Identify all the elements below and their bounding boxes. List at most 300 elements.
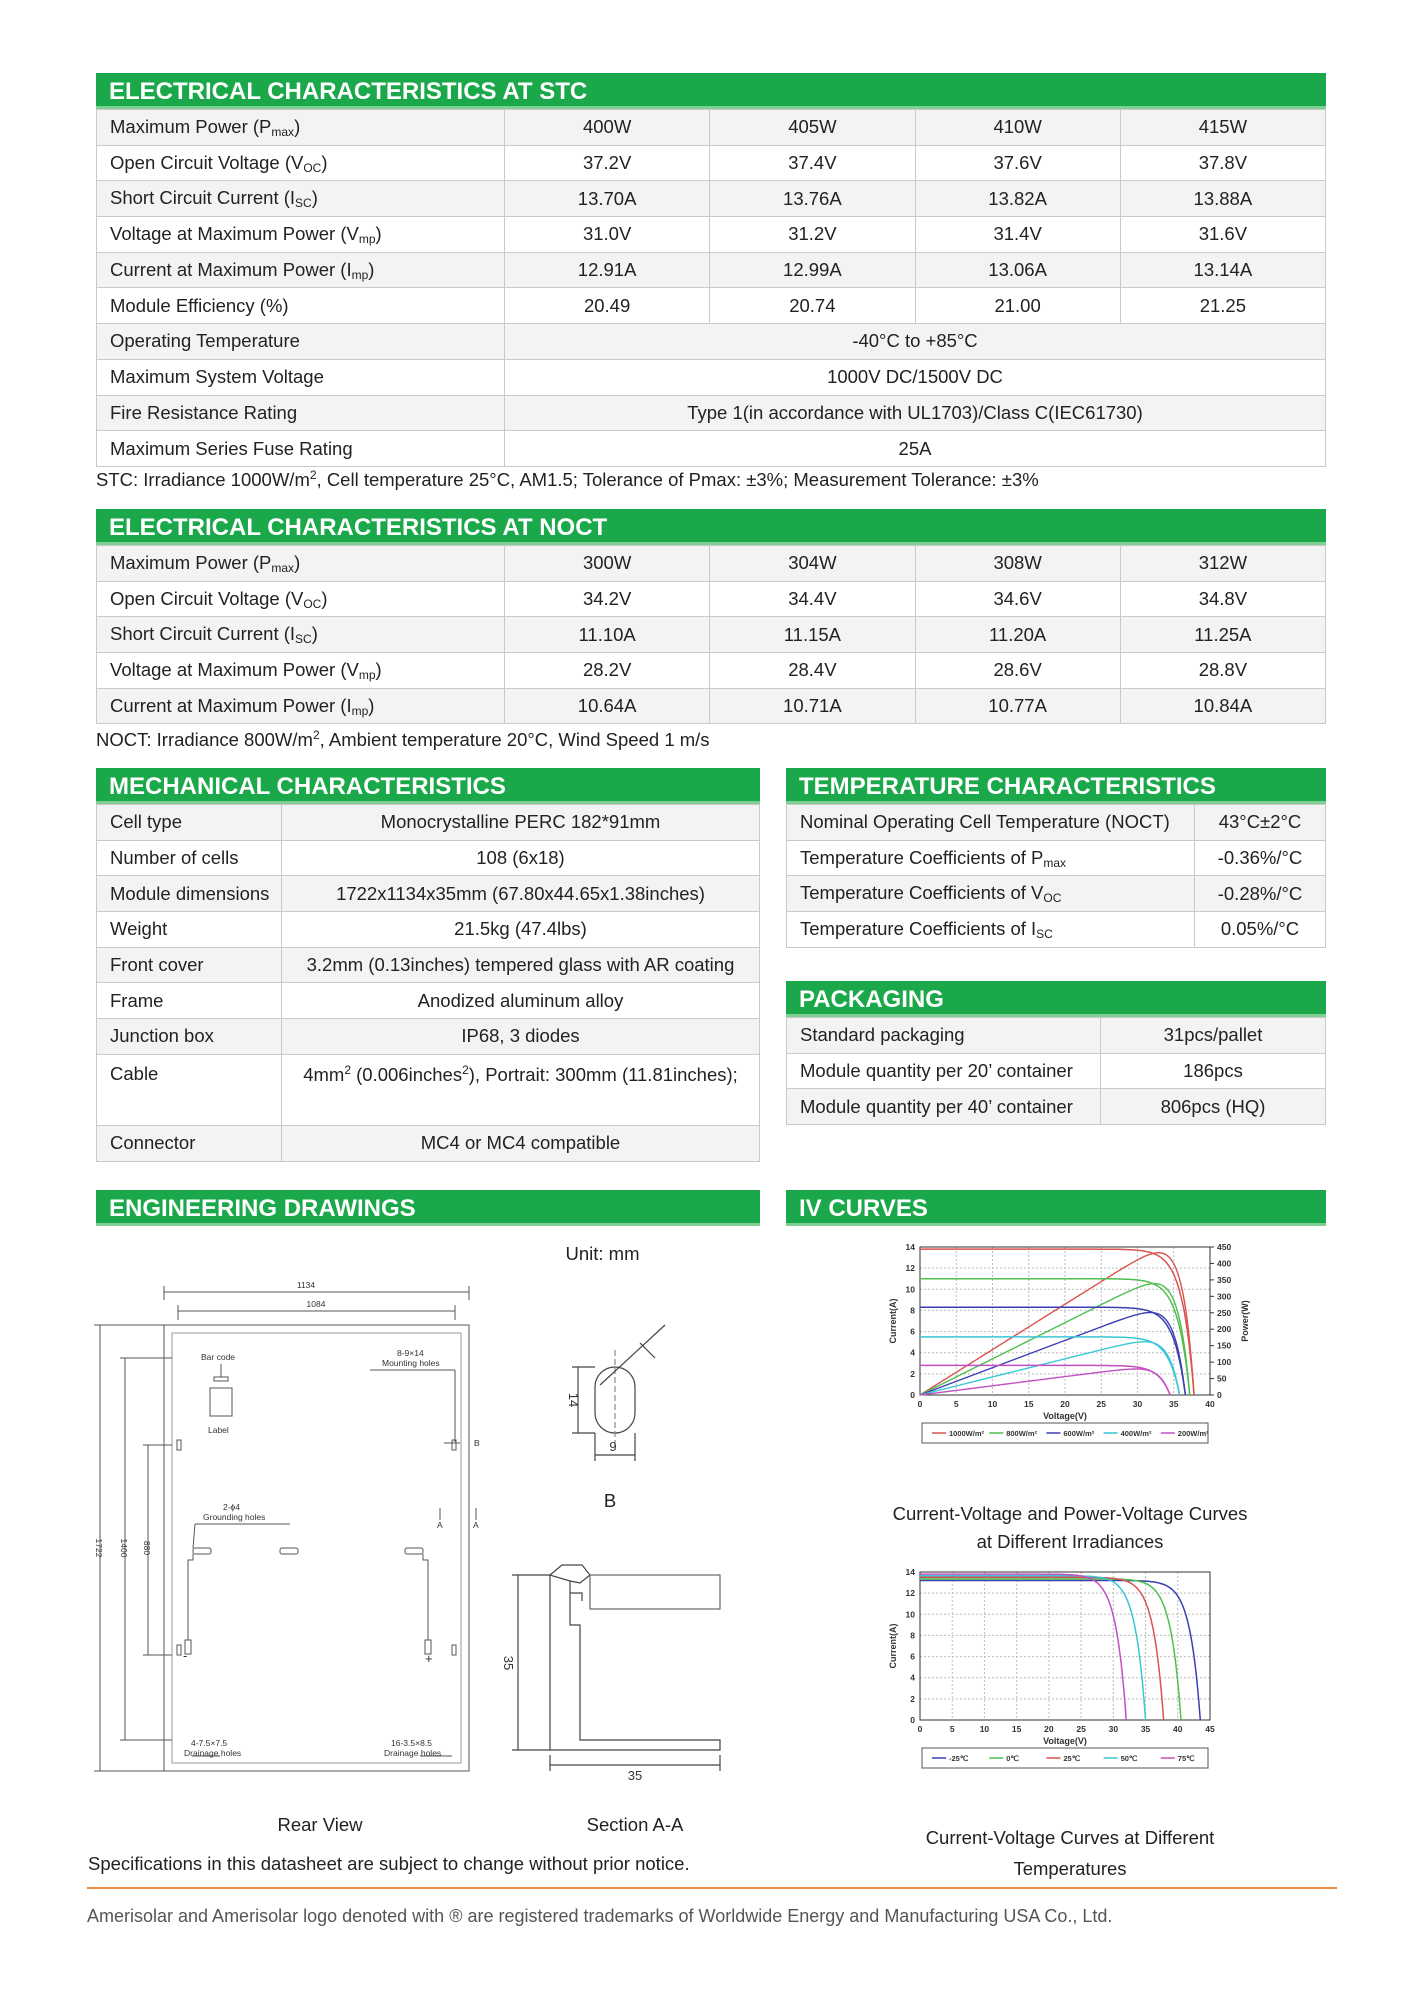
- row-label: Standard packaging: [787, 1018, 1101, 1054]
- x-tick-label: 40: [1205, 1399, 1215, 1409]
- chart2-caption-a: Current-Voltage Curves at Different: [925, 1827, 1215, 1848]
- y2-tick-label: 250: [1217, 1307, 1232, 1318]
- noct-value: 11.15A: [710, 617, 915, 653]
- stc-value: 400W: [505, 110, 710, 146]
- cable-label: Cable: [97, 1054, 282, 1125]
- row-label: [97, 688, 505, 724]
- cable-a: 4mm: [303, 1063, 345, 1085]
- row-label: [97, 546, 505, 582]
- label-sub: OC: [1043, 891, 1062, 906]
- x-tick-label: 25: [1076, 1724, 1086, 1734]
- stc-span-value: Type 1(in accordance with UL1703)/Class C(IEC61730): [505, 395, 1326, 431]
- row-label: [97, 181, 505, 217]
- noct-value: 28.2V: [505, 653, 710, 689]
- drain2-text: 16-3.5×8.5: [391, 1738, 432, 1748]
- stc-value: 37.2V: [505, 145, 710, 181]
- stc-span-row: [97, 359, 1326, 395]
- x-tick-label: 35: [1169, 1399, 1179, 1409]
- stc-header: ELECTRICAL CHARACTERISTICS AT STC: [96, 73, 1326, 109]
- label-end: ): [321, 151, 328, 173]
- y2-tick-label: 0: [1217, 1390, 1222, 1400]
- stc-span-row: [97, 324, 1326, 360]
- label-sub: max: [1043, 855, 1067, 870]
- cable-sup1: 2: [344, 1062, 351, 1077]
- stc-value: 13.88A: [1120, 181, 1325, 217]
- noct-table: [96, 545, 1326, 724]
- y2-tick-label: 400: [1217, 1258, 1232, 1269]
- cable-c: ), Portrait: 300mm (11.81inches);: [468, 1063, 738, 1085]
- mech-value: 3.2mm (0.13inches) tempered glass with AR coating: [282, 947, 760, 983]
- stc-value: 37.8V: [1120, 145, 1325, 181]
- disclaimer: Specifications in this datasheet are subject to change without prior notice.: [88, 1853, 690, 1874]
- row-label: Maximum System Voltage: [97, 359, 505, 395]
- y2-tick-label: 350: [1217, 1274, 1232, 1285]
- row-label: Module quantity per 20’ container: [787, 1053, 1101, 1089]
- stc-row: [97, 288, 1326, 324]
- mech-value: 108 (6x18): [282, 840, 760, 876]
- a-marker-left: A: [437, 1520, 443, 1530]
- legend-label: 1000W/m²: [949, 1429, 985, 1438]
- cable-value: [282, 1054, 760, 1125]
- x-axis-label: Voltage(V): [1043, 1736, 1087, 1746]
- noct-value: 11.10A: [505, 617, 710, 653]
- rear-view-caption: Rear View: [277, 1814, 363, 1835]
- noct-row: [97, 546, 1326, 582]
- noct-value: 34.8V: [1120, 581, 1325, 617]
- rear-view-drawing: [80, 1270, 500, 1790]
- row-label: Module dimensions: [97, 876, 282, 912]
- mech-row: [97, 876, 760, 912]
- frame-profile: [550, 1575, 720, 1750]
- temp-section: [786, 768, 1326, 948]
- x-tick-label: 15: [1011, 1724, 1022, 1734]
- noct-note-sup: 2: [312, 728, 320, 742]
- mech-row: [97, 947, 760, 983]
- stc-section: [96, 73, 1326, 467]
- stc-note-sup: 2: [309, 468, 317, 482]
- stc-value: 13.76A: [710, 181, 915, 217]
- a-marker-right: A: [473, 1520, 479, 1530]
- x-tick-label: 20: [1044, 1724, 1054, 1734]
- detail-b-drawing: [550, 1315, 670, 1475]
- stc-span-row: [97, 431, 1326, 467]
- ground-text: 2-ɸ4: [223, 1502, 240, 1512]
- label-end: ): [375, 658, 382, 680]
- row-label: [97, 288, 505, 324]
- x-tick-label: 20: [1060, 1399, 1070, 1409]
- label-end: ): [294, 551, 301, 573]
- mech-table: [96, 804, 760, 1162]
- label-text: Voltage at Maximum Power (V: [110, 222, 359, 244]
- noct-value: 28.6V: [915, 653, 1120, 689]
- row-label: Front cover: [97, 947, 282, 983]
- noct-row: [97, 617, 1326, 653]
- noct-value: 300W: [505, 546, 710, 582]
- chart1-caption-b: at Different Irradiances: [976, 1531, 1164, 1552]
- pack-section: [786, 981, 1326, 1125]
- y-tick-label: 2: [910, 1368, 915, 1379]
- noct-value: 34.6V: [915, 581, 1120, 617]
- row-label: Fire Resistance Rating: [97, 395, 505, 431]
- chart2-caption-b: Temperatures: [1013, 1858, 1127, 1879]
- row-label: [97, 217, 505, 253]
- mech-row: [97, 1019, 760, 1055]
- y-tick-label: 6: [910, 1326, 915, 1337]
- x-tick-label: 0: [917, 1724, 923, 1734]
- connector-value: MC4 or MC4 compatible: [282, 1125, 760, 1161]
- label-sub: mp: [351, 703, 369, 718]
- legend-label: 0℃: [1006, 1754, 1019, 1763]
- footer-text: Amerisolar and Amerisolar logo denoted with ® are registered trademarks of Worldwide Energy and Manufacturing USA Co., Ltd.: [87, 1906, 1113, 1926]
- cable-sup2: 2: [462, 1062, 469, 1077]
- y-tick-label: 8: [910, 1305, 915, 1316]
- legend-label: 25℃: [1063, 1754, 1081, 1763]
- dim-1134: 1134: [296, 1280, 316, 1290]
- noct-value: 10.77A: [915, 688, 1120, 724]
- chart1-caption-a: Current-Voltage and Power-Voltage Curves: [892, 1503, 1248, 1524]
- y-tick-label: 6: [910, 1651, 915, 1662]
- y-axis-label: Current(A): [888, 1298, 898, 1344]
- noct-value: 10.64A: [505, 688, 710, 724]
- label-end: ): [311, 187, 318, 209]
- row-label: Frame: [97, 983, 282, 1019]
- mech-value: IP68, 3 diodes: [282, 1019, 760, 1055]
- mech-value: 21.5kg (47.4lbs): [282, 912, 760, 948]
- stc-span-value: -40°C to +85°C: [505, 324, 1326, 360]
- noct-header: ELECTRICAL CHARACTERISTICS AT NOCT: [96, 509, 1326, 545]
- y-tick-label: 8: [910, 1630, 915, 1641]
- stc-note: [96, 468, 1039, 491]
- y2-tick-label: 100: [1217, 1357, 1232, 1368]
- temp-value: 0.05%/°C: [1195, 912, 1326, 948]
- unit-label: Unit: mm: [565, 1243, 640, 1264]
- legend-label: 400W/m²: [1120, 1429, 1152, 1438]
- dim-35-height: 35: [501, 1655, 516, 1671]
- section-caption: Section A-A: [586, 1814, 684, 1835]
- iv-chart-irradiance: [870, 1235, 1270, 1495]
- stc-value: 31.2V: [710, 217, 915, 253]
- dim-1400: 1400: [119, 1538, 129, 1558]
- x-tick-label: 0: [917, 1399, 923, 1409]
- stc-value: 21.00: [915, 288, 1120, 324]
- pack-value: 186pcs: [1101, 1053, 1326, 1089]
- y2-tick-label: 50: [1217, 1373, 1227, 1384]
- temp-value: -0.36%/°C: [1195, 840, 1326, 876]
- row-label: [787, 876, 1195, 912]
- stc-value: 31.0V: [505, 217, 710, 253]
- stc-row: [97, 217, 1326, 253]
- x-tick-label: 30: [1132, 1399, 1143, 1409]
- drain2b-text: Drainage holes: [384, 1748, 442, 1758]
- y-tick-label: 10: [905, 1609, 915, 1620]
- y-tick-label: 0: [910, 1390, 915, 1400]
- plot-frame: [920, 1572, 1210, 1720]
- stc-value: 12.99A: [710, 252, 915, 288]
- y-axis-label: Current(A): [888, 1623, 898, 1669]
- row-label: [97, 617, 505, 653]
- stc-row: [97, 110, 1326, 146]
- stc-value: 37.6V: [915, 145, 1120, 181]
- row-label: [787, 805, 1195, 841]
- label-text: Maximum Power (P: [110, 115, 272, 137]
- temp-table: [786, 804, 1326, 948]
- mount-text2: Mounting holes: [382, 1358, 440, 1368]
- chart2-caption: [850, 1822, 1290, 1884]
- y-tick-label: 12: [905, 1588, 915, 1599]
- stc-value: 13.14A: [1120, 252, 1325, 288]
- label-sub: mp: [358, 667, 376, 682]
- eng-header: ENGINEERING DRAWINGS: [96, 1190, 760, 1226]
- y-tick-label: 0: [910, 1715, 915, 1725]
- pack-value: 31pcs/pallet: [1101, 1018, 1326, 1054]
- stc-note-b: , Cell temperature 25°C, AM1.5; Tolerance of Pmax: ±3%; Measurement Tolerance: ±3%: [316, 469, 1039, 490]
- stc-note-a: STC: Irradiance 1000W/m: [96, 469, 310, 490]
- row-label: Maximum Series Fuse Rating: [97, 431, 505, 467]
- x-tick-label: 5: [949, 1724, 955, 1734]
- temp-value: -0.28%/°C: [1195, 876, 1326, 912]
- label-text: Current at Maximum Power (I: [110, 258, 352, 280]
- mech-row: [97, 840, 760, 876]
- stc-value: 37.4V: [710, 145, 915, 181]
- label-text: Nominal Operating Cell Temperature (NOCT): [800, 811, 1170, 833]
- label-text: Temperature Coefficients of I: [800, 917, 1037, 939]
- pack-value: 806pcs (HQ): [1101, 1089, 1326, 1125]
- row-label: Weight: [97, 912, 282, 948]
- noct-value: 28.8V: [1120, 653, 1325, 689]
- mech-value: Monocrystalline PERC 182*91mm: [282, 805, 760, 841]
- dim-1084: 1084: [306, 1299, 326, 1309]
- power-curve: [920, 1369, 1170, 1395]
- power-curve: [920, 1313, 1185, 1396]
- mech-row: [97, 805, 760, 841]
- label-text: Maximum Power (P: [110, 551, 272, 573]
- footer-rule: [87, 1887, 1337, 1889]
- y-tick-label: 4: [910, 1672, 915, 1683]
- y2-axis-label: Power(W): [1240, 1300, 1250, 1342]
- b-marker: B: [474, 1438, 480, 1448]
- temp-row: [787, 912, 1326, 948]
- noct-value: 11.20A: [915, 617, 1120, 653]
- label-sub: mp: [358, 231, 376, 246]
- x-tick-label: 10: [979, 1724, 990, 1734]
- temp-header: TEMPERATURE CHARACTERISTICS: [786, 768, 1326, 804]
- row-label: [97, 252, 505, 288]
- stc-value: 415W: [1120, 110, 1325, 146]
- row-label: [787, 912, 1195, 948]
- connector-label: Connector: [97, 1125, 282, 1161]
- row-label: [97, 653, 505, 689]
- iv-section: [786, 1190, 1326, 1226]
- label-sub: OC: [303, 160, 322, 175]
- dim-9: 9: [609, 1439, 617, 1454]
- label-sub: SC: [295, 632, 312, 647]
- stc-value: 13.70A: [505, 181, 710, 217]
- stc-table: [96, 109, 1326, 467]
- label-sub: mp: [351, 267, 369, 282]
- y2-tick-label: 300: [1217, 1291, 1232, 1302]
- x-tick-label: 10: [987, 1399, 998, 1409]
- stc-row: [97, 145, 1326, 181]
- noct-row: [97, 688, 1326, 724]
- stc-value: 13.82A: [915, 181, 1120, 217]
- stc-value: 31.4V: [915, 217, 1120, 253]
- mount-text: 8-9×14: [397, 1348, 424, 1358]
- section-aa-drawing: [490, 1545, 740, 1785]
- svg-text:-: -: [183, 1648, 188, 1663]
- row-label: [787, 840, 1195, 876]
- label-end: ): [311, 623, 318, 645]
- mech-header: MECHANICAL CHARACTERISTICS: [96, 768, 760, 804]
- barcode-text: Bar code: [201, 1352, 236, 1362]
- stc-row: [97, 181, 1326, 217]
- noct-value: 11.25A: [1120, 617, 1325, 653]
- noct-row: [97, 581, 1326, 617]
- mech-value: Anodized aluminum alloy: [282, 983, 760, 1019]
- stc-row: [97, 252, 1326, 288]
- ground-text2: Grounding holes: [203, 1512, 266, 1522]
- noct-section: [96, 509, 1326, 724]
- stc-value: 31.6V: [1120, 217, 1325, 253]
- dim-1722: 1722: [94, 1538, 104, 1558]
- iv-chart-temperature: [870, 1560, 1270, 1815]
- drain1-text: 4-7.5×7.5: [191, 1738, 228, 1748]
- noct-value: 34.4V: [710, 581, 915, 617]
- noct-note: [96, 728, 710, 751]
- x-tick-label: 5: [953, 1399, 959, 1409]
- y-tick-label: 2: [910, 1693, 915, 1704]
- label-text: Temperature Coefficients of P: [800, 846, 1044, 868]
- legend-label: 600W/m²: [1063, 1429, 1095, 1438]
- x-tick-label: 15: [1024, 1399, 1034, 1409]
- label-sub: max: [271, 124, 295, 139]
- mech-row-cable: [97, 1054, 760, 1125]
- cable-b: (0.006inches: [351, 1063, 463, 1085]
- row-label: [97, 145, 505, 181]
- iv-curve: [920, 1576, 1146, 1720]
- label-text: Short Circuit Current (I: [110, 623, 296, 645]
- x-tick-label: 30: [1108, 1724, 1119, 1734]
- x-tick-label: 35: [1140, 1724, 1151, 1734]
- y-tick-label: 14: [905, 1242, 915, 1252]
- label-end: ): [368, 258, 375, 280]
- stc-value: 21.25: [1120, 288, 1325, 324]
- x-tick-label: 40: [1173, 1724, 1183, 1734]
- label-sub: SC: [1036, 926, 1053, 941]
- iv-curve: [920, 1307, 1185, 1395]
- stc-span-value: 25A: [505, 431, 1326, 467]
- noct-value: 34.2V: [505, 581, 710, 617]
- legend-label: 200W/m²: [1177, 1429, 1209, 1438]
- x-tick-label: 25: [1096, 1399, 1106, 1409]
- temp-value: 43°C±2°C: [1195, 805, 1326, 841]
- row-label: Operating Temperature: [97, 324, 505, 360]
- label-end: ): [321, 587, 328, 609]
- mech-row-connector: [97, 1125, 760, 1161]
- label-text: Open Circuit Voltage (V: [110, 151, 304, 173]
- temp-row: [787, 805, 1326, 841]
- pack-header: PACKAGING: [786, 981, 1326, 1017]
- dim-14: 14: [566, 1392, 581, 1408]
- noct-value: 304W: [710, 546, 915, 582]
- temp-row: [787, 876, 1326, 912]
- noct-value: 10.71A: [710, 688, 915, 724]
- noct-value: 28.4V: [710, 653, 915, 689]
- label-text: Short Circuit Current (I: [110, 187, 296, 209]
- label-text: Temperature Coefficients of V: [800, 882, 1044, 904]
- label-text: Module Efficiency (%): [110, 294, 289, 316]
- x-tick-label: 45: [1205, 1724, 1215, 1734]
- noct-note-a: NOCT: Irradiance 800W/m: [96, 729, 313, 750]
- y-tick-label: 12: [905, 1263, 915, 1274]
- row-label: Cell type: [97, 805, 282, 841]
- svg-text:+: +: [425, 1651, 433, 1666]
- y-tick-label: 14: [905, 1567, 915, 1577]
- label-sub: OC: [303, 596, 322, 611]
- dim-880: 880: [142, 1540, 152, 1556]
- stc-value: 12.91A: [505, 252, 710, 288]
- y2-tick-label: 150: [1217, 1340, 1232, 1351]
- y2-tick-label: 200: [1217, 1324, 1232, 1335]
- stc-value: 20.74: [710, 288, 915, 324]
- noct-note-b: , Ambient temperature 20°C, Wind Speed 1 m/s: [319, 729, 710, 750]
- pack-row: [787, 1089, 1326, 1125]
- y2-tick-label: 450: [1217, 1242, 1232, 1252]
- iv-header: IV CURVES: [786, 1190, 1326, 1226]
- stc-value: 20.49: [505, 288, 710, 324]
- label-text: Open Circuit Voltage (V: [110, 587, 304, 609]
- pack-table: [786, 1017, 1326, 1125]
- noct-value: 10.84A: [1120, 688, 1325, 724]
- eng-section: [96, 1190, 760, 1226]
- label-sub: SC: [295, 196, 312, 211]
- mech-row: [97, 983, 760, 1019]
- label-box: [210, 1388, 232, 1416]
- iv-curve: [920, 1249, 1194, 1395]
- stc-value: 13.06A: [915, 252, 1120, 288]
- row-label: [97, 581, 505, 617]
- stc-span-value: 1000V DC/1500V DC: [505, 359, 1326, 395]
- label-sub: max: [271, 560, 295, 575]
- legend-label: 75℃: [1177, 1754, 1195, 1763]
- label-text: Label: [208, 1425, 229, 1435]
- mech-value: 1722x1134x35mm (67.80x44.65x1.38inches): [282, 876, 760, 912]
- label-end: ): [368, 694, 375, 716]
- temp-row: [787, 840, 1326, 876]
- row-label: Junction box: [97, 1019, 282, 1055]
- label-text: Voltage at Maximum Power (V: [110, 658, 359, 680]
- dim-35-width: 35: [627, 1768, 643, 1783]
- legend-label: 800W/m²: [1006, 1429, 1038, 1438]
- y-tick-label: 4: [910, 1347, 915, 1358]
- label-end: ): [375, 222, 382, 244]
- row-label: [97, 110, 505, 146]
- pack-row: [787, 1053, 1326, 1089]
- legend-label: 50℃: [1120, 1754, 1138, 1763]
- mech-section: [96, 768, 760, 1162]
- drain1b-text: Drainage holes: [184, 1748, 242, 1758]
- row-label: Number of cells: [97, 840, 282, 876]
- label-text: Current at Maximum Power (I: [110, 694, 352, 716]
- stc-value: 410W: [915, 110, 1120, 146]
- noct-value: 308W: [915, 546, 1120, 582]
- mech-row: [97, 912, 760, 948]
- y-tick-label: 10: [905, 1284, 915, 1295]
- legend-label: -25℃: [949, 1754, 969, 1763]
- stc-value: 405W: [710, 110, 915, 146]
- stc-span-row: [97, 395, 1326, 431]
- row-label: Module quantity per 40’ container: [787, 1089, 1101, 1125]
- label-end: ): [294, 115, 301, 137]
